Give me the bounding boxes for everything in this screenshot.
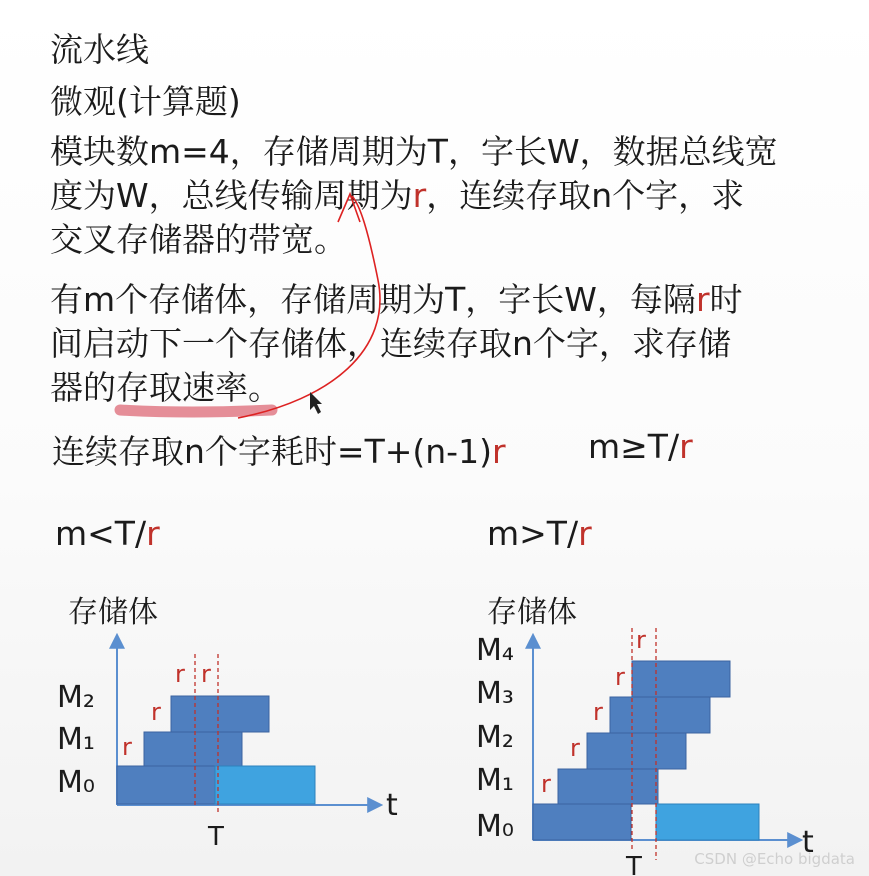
r-label: r	[175, 660, 185, 688]
r-label: r	[151, 698, 161, 726]
highlight-underline	[120, 410, 272, 412]
condition-gt: m>T/r	[487, 514, 592, 553]
watermark: CSDN @Echo bigdata	[694, 850, 855, 868]
row-label-m2: M₂	[57, 680, 95, 715]
problem-2-line-2: 间启动下一个存储体，连续存取n个字，求存储	[50, 324, 731, 363]
block-m0-light	[656, 804, 759, 840]
problem-1-line-1: 模块数m=4，存储周期为T，字长W，数据总线宽	[50, 132, 778, 171]
block-m0-dark	[533, 804, 631, 840]
r-label: r	[541, 770, 551, 798]
row-label-m0: M₀	[476, 809, 514, 844]
r-symbol: r	[695, 280, 710, 319]
block-m1	[144, 732, 242, 766]
row-label-m2: M₂	[476, 720, 514, 755]
condition-ge: m≥T/r	[588, 427, 693, 466]
block-m1-upper	[587, 733, 686, 769]
block-m2	[171, 696, 269, 732]
diagram-right	[476, 595, 814, 876]
r-symbol: r	[412, 176, 427, 215]
annotation-arrow-head	[338, 194, 360, 222]
r-label: r	[615, 663, 625, 691]
r-label: r	[636, 626, 646, 654]
problem-1-line-2: 度为W，总线传输周期为r，连续存取n个字，求	[50, 176, 745, 215]
diagram-left	[57, 595, 398, 852]
r-label: r	[570, 734, 580, 762]
block-m3	[632, 661, 730, 697]
mouse-cursor-icon	[310, 392, 322, 414]
r-label: r	[201, 660, 211, 688]
x-axis-label: t	[802, 825, 814, 860]
page-title: 流水线	[50, 30, 149, 69]
block-m0-light	[215, 766, 315, 804]
r-label: r	[122, 733, 132, 761]
row-label-m3: M₃	[476, 676, 514, 711]
r-label: r	[593, 698, 603, 726]
problem-2-line-3: 器的存取速率。	[50, 368, 281, 407]
row-label-m4: M₄	[476, 633, 514, 668]
row-label-m0: M₀	[57, 765, 95, 800]
block-m0-dark	[117, 766, 215, 804]
row-label-m1: M₁	[57, 722, 95, 757]
block-m1-lower	[558, 769, 658, 804]
page-subtitle: 微观(计算题)	[50, 82, 241, 121]
condition-lt: m<T/r	[55, 514, 160, 553]
t-label: T	[626, 852, 642, 876]
formula-text: 连续存取n个字耗时=T+(n-1)r	[52, 432, 506, 471]
problem-2-line-1: 有m个存储体，存储周期为T，字长W，每隔r时	[50, 280, 743, 319]
annotation-arrow	[238, 196, 380, 418]
row-label-m1: M₁	[476, 763, 514, 798]
t-label: T	[208, 822, 224, 852]
block-m2	[610, 697, 710, 733]
diagram-left-ylabel: 存储体	[68, 595, 158, 630]
diagram-right-ylabel: 存储体	[487, 595, 577, 630]
problem-1-line-3: 交叉存储器的带宽。	[50, 220, 347, 259]
x-axis-label: t	[386, 788, 398, 823]
